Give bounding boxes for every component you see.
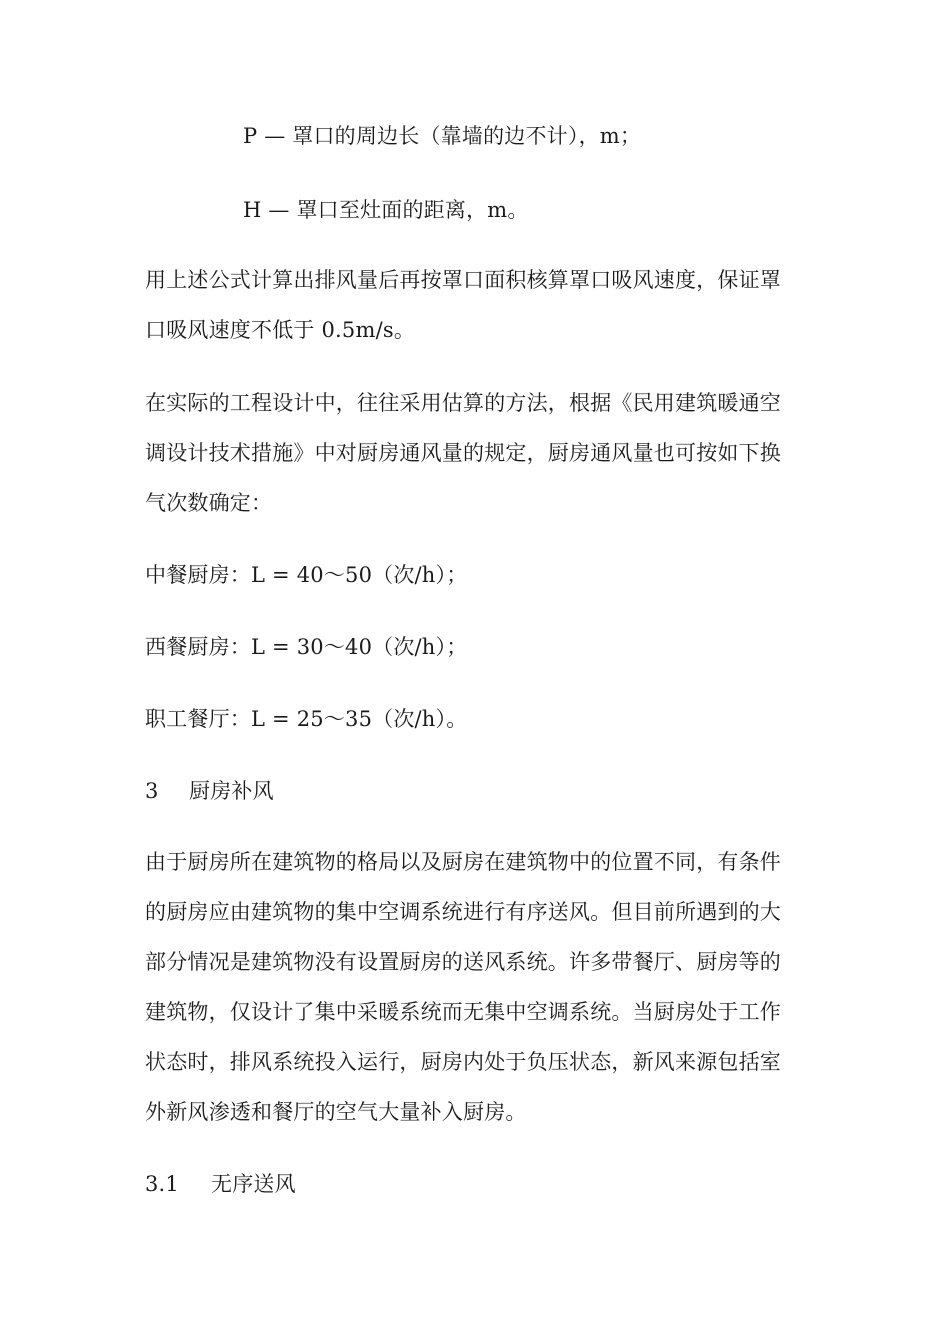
paragraph-line: 由于厨房所在建筑物的格局以及厨房在建筑物中的位置不同，有条件 xyxy=(145,850,781,874)
section-heading-3 xyxy=(145,777,815,805)
paragraph-line: 调设计技术措施》中对厨房通风量的规定，厨房通风量也可按如下换 xyxy=(145,441,781,465)
paragraph-line: 外新风渗透和餐厅的空气大量补入厨房。 xyxy=(145,1100,527,1124)
section-heading-3-1 xyxy=(145,1170,815,1198)
paragraph-line: 用上述公式计算出排风量后再按罩口面积核算罩口吸风速度，保证罩 xyxy=(145,268,781,292)
paragraph-line: 的厨房应由建筑物的集中空调系统进行有序送风。但目前所遇到的大 xyxy=(145,900,781,924)
rate-item: 职工餐厅：L = 25～35（次/h）。 xyxy=(145,707,468,731)
paragraph-line: 在实际的工程设计中，往往采用估算的方法，根据《民用建筑暖通空 xyxy=(145,391,781,415)
definition-p: P — 罩口的周边长（靠墙的边不计），m； xyxy=(243,124,642,148)
rate-item: 中餐厨房：L = 40～50（次/h）； xyxy=(145,563,468,587)
paragraph-line: 口吸风速度不低于 0.5m/s。 xyxy=(145,318,416,342)
paragraph-line: 建筑物，仅设计了集中采暖系统而无集中空调系统。当厨房处于工作 xyxy=(145,1000,781,1024)
rate-item: 西餐厨房：L = 30～40（次/h）； xyxy=(145,635,468,659)
definition-h: H — 罩口至灶面的距离，m。 xyxy=(243,198,529,222)
section-number: 3.1 xyxy=(145,1172,179,1196)
section-number: 3 xyxy=(145,779,159,803)
section-title: 无序送风 xyxy=(211,1172,296,1196)
paragraph-line: 部分情况是建筑物没有设置厨房的送风系统。许多带餐厅、厨房等的 xyxy=(145,950,781,974)
paragraph-line: 气次数确定： xyxy=(145,491,273,515)
paragraph-line: 状态时，排风系统投入运行，厨房内处于负压状态，新风来源包括室 xyxy=(145,1050,781,1074)
section-title: 厨房补风 xyxy=(189,779,274,803)
